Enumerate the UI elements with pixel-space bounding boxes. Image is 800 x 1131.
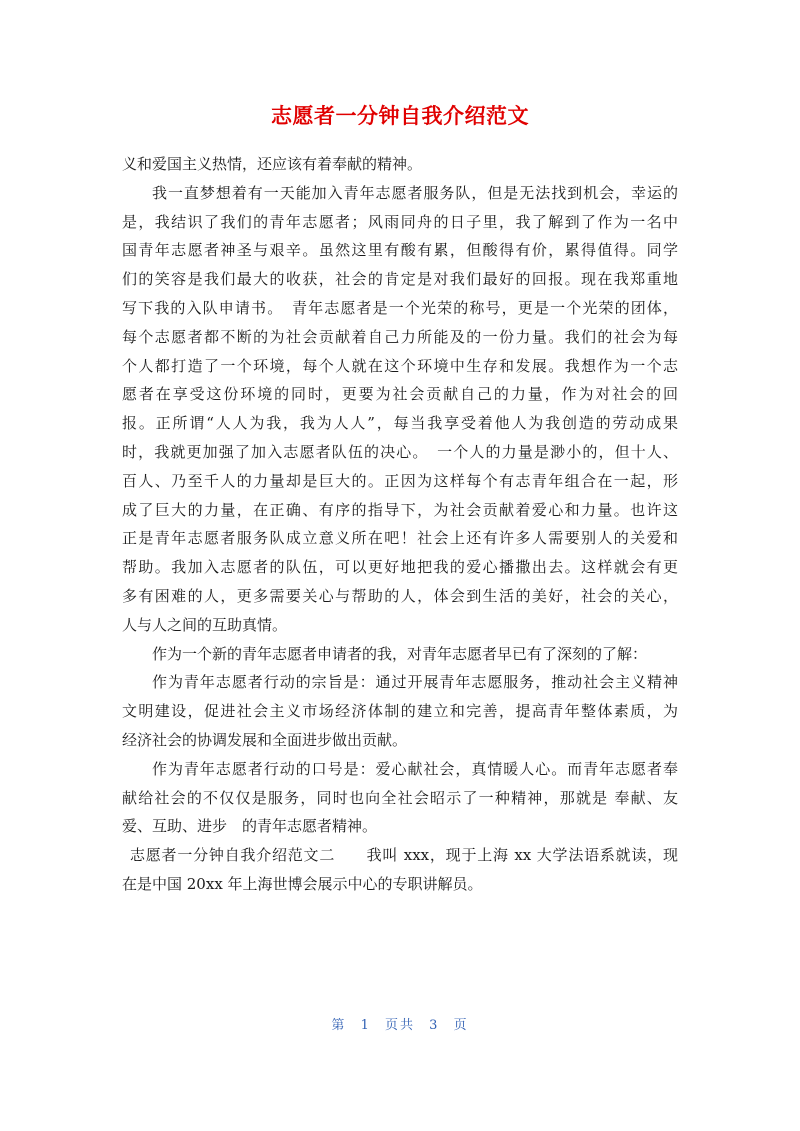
text-line: 作为青年志愿者行动的口号是：爱心献社会，真情暖人心。而青年志愿者奉	[152, 759, 678, 778]
page-suffix: 页	[453, 1018, 469, 1033]
text-line: 写下我的入队申请书。 青年志愿者是一个光荣的称号，更是一个光荣的团体，	[122, 298, 678, 317]
text-line: 经济社会的协调发展和全面进步做出贡献。	[122, 730, 408, 749]
text-line: 在是中国 20xx 年上海世博会展示中心的专职讲解员。	[122, 874, 483, 893]
page-of-label: 页共	[384, 1018, 415, 1033]
text-line: 是，我结识了我们的青年志愿者；风雨同舟的日子里，我了解到了作为一名中	[122, 212, 678, 231]
text-line: 献给社会的不仅仅是服务，同时也向全社会昭示了一种精神，那就是 奉献、友	[122, 788, 678, 807]
document-body	[122, 150, 678, 899]
text-line: 每个志愿者都不断的为社会贡献着自己力所能及的一份力量。我们的社会为每	[122, 327, 678, 346]
text-line: 成了巨大的力量，在正确、有序的指导下，为社会贡献着爱心和力量。也许这	[122, 500, 678, 519]
text-line: 作为一个新的青年志愿者申请者的我，对青年志愿者早已有了深刻的了解：	[152, 644, 648, 663]
text-line: 百人、乃至千人的力量却是巨大的。正因为这样每个有志青年组合在一起，形	[122, 471, 678, 490]
text-line: 作为青年志愿者行动的宗旨是：通过开展青年志愿服务，推动社会主义精神	[152, 673, 678, 692]
document-title: 志愿者一分钟自我介绍范文	[271, 104, 529, 128]
text-line: 文明建设，促进社会主义市场经济体制的建立和完善，提高青年整体素质，为	[122, 702, 678, 721]
text-line: 正是青年志愿者服务队成立意义所在吧！社会上还有许多人需要别人的关爱和	[122, 529, 678, 548]
text-line: 人与人之间的互助真情。	[122, 615, 288, 634]
text-line: 多有困难的人，更多需要关心与帮助的人，体会到生活的美好，社会的关心，	[122, 586, 678, 605]
page-label: 第	[331, 1018, 347, 1033]
text-line: 我一直梦想着有一天能加入青年志愿者服务队，但是无法找到机会，幸运的	[152, 183, 678, 202]
text-line: 帮助。我加入志愿者的队伍，可以更好地把我的爱心播撒出去。这样就会有更	[122, 558, 678, 577]
text-line: 愿者在享受这份环境的同时，更要为社会贡献自己的力量，作为对社会的回	[122, 385, 678, 404]
text-line: 爱、互助、进步 的青年志愿者精神。	[122, 817, 378, 836]
text-line: 们的笑容是我们最大的收获，社会的肯定是对我们最好的回报。现在我郑重地	[122, 270, 678, 289]
text-line: 义和爱国主义热情，还应该有着奉献的精神。	[122, 155, 423, 173]
page-total: 3	[429, 1018, 440, 1033]
page-current: 1	[360, 1018, 371, 1033]
text-line: 国青年志愿者神圣与艰辛。虽然这里有酸有累，但酸得有价，累得值得。同学	[122, 241, 678, 260]
text-line: 志愿者一分钟自我介绍范文二 我叫 xxx，现于上海 xx 大学法语系就读，现	[130, 846, 678, 865]
text-line: 报。正所谓“人人为我，我为人人”，每当我享受着他人为我创造的劳动成果	[122, 414, 678, 433]
text-line: 时，我就更加强了加入志愿者队伍的决心。 一个人的力量是渺小的，但十人、	[122, 442, 678, 461]
text-line: 个人都打造了一个环境，每个人就在这个环境中生存和发展。我想作为一个志	[122, 356, 678, 375]
page-number-footer	[0, 1014, 800, 1033]
